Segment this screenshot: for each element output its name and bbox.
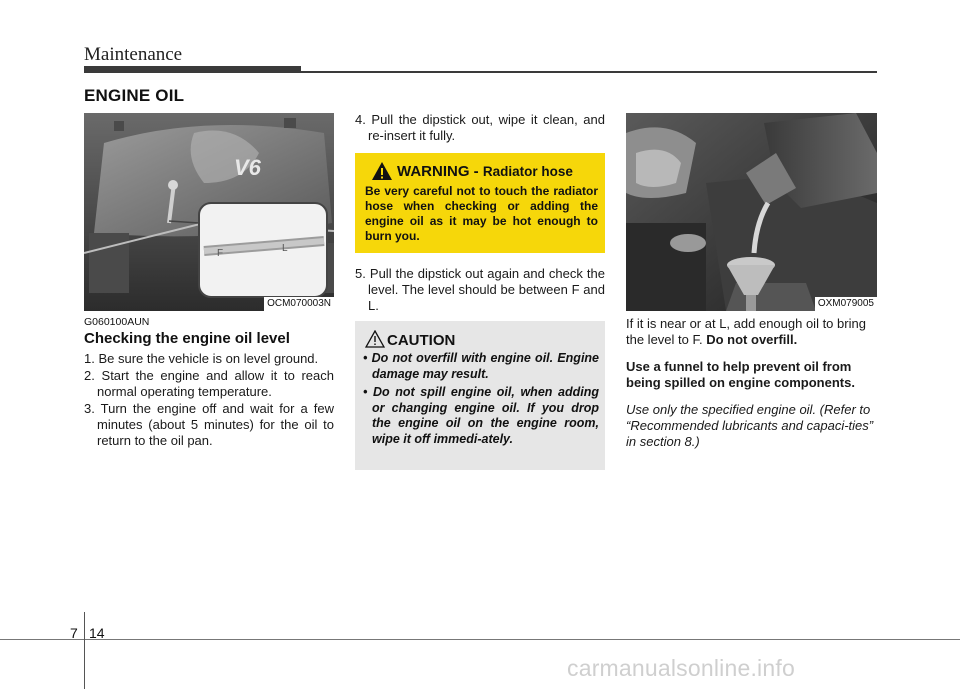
- step-2: 2. Start the engine and allow it to reach normal operating temperature.: [84, 368, 334, 399]
- svg-text:F: F: [217, 248, 224, 259]
- overfill-warning: Do not overfill.: [706, 332, 798, 347]
- figure-caption-code: OCM070003N: [264, 297, 334, 311]
- funnel-paragraph: Use a funnel to help prevent oil from being spilled on engine components.: [626, 359, 855, 390]
- step-4: 4. Pull the dipstick out, wipe it clean, and re-insert it fully.: [355, 112, 605, 143]
- warning-icon: [371, 161, 393, 181]
- header-rule: [301, 71, 877, 73]
- warning-text: Be very careful not to touch the radiator hose when checking or adding the engine oil as it may be hot enough to burn you.: [365, 184, 598, 243]
- caution-item-text: Do not spill engine oil, when adding or changing engine oil. If you drop the engine oil on the engine room, wipe it off immedi-ately.: [372, 385, 599, 446]
- chapter-number: 7: [70, 625, 78, 641]
- add-oil-paragraph: [626, 316, 877, 348]
- svg-text:V6: V6: [234, 155, 261, 180]
- caution-icon: [365, 330, 385, 348]
- caution-title: CAUTION: [387, 332, 456, 349]
- step-5: 5. Pull the dipstick out again and check the level. The level should be between F and L.: [355, 266, 605, 313]
- page-number: 14: [89, 625, 105, 641]
- step-1: 1. Be sure the vehicle is on level ground.: [84, 351, 319, 366]
- svg-text:L: L: [282, 243, 288, 254]
- footer-rule: [0, 639, 960, 640]
- warning-label: WARNING -: [397, 163, 479, 180]
- caution-list: [363, 351, 599, 450]
- running-header: Maintenance: [84, 44, 183, 65]
- warning-title: [397, 163, 573, 180]
- section-code: G060100AUN: [84, 316, 150, 328]
- engine-dipstick-photo: [84, 113, 334, 311]
- specified-oil-note: Use only the specified engine oil. (Refer to “Recommended lubricants and capaci-ties” in section 8.): [626, 402, 874, 449]
- subheading: Checking the engine oil level: [84, 330, 290, 347]
- header-rule-thick: [84, 66, 301, 73]
- watermark: carmanualsonline.info: [567, 655, 795, 681]
- footer-divider: [84, 612, 85, 689]
- warning-subject: Radiator hose: [482, 164, 573, 179]
- steps-list: [84, 351, 334, 450]
- add-oil-text: If it is near or at L, add enough oil to bring the level to F.: [626, 316, 866, 347]
- oil-funnel-photo: [626, 113, 877, 311]
- right-text-block: [626, 316, 877, 450]
- caution-box: [355, 321, 605, 470]
- step-3: 3. Turn the engine off and wait for a few minutes (about 5 minutes) for the oil to return to the oil pan.: [84, 401, 334, 448]
- warning-box: [355, 153, 605, 253]
- section-title: ENGINE OIL: [84, 86, 185, 105]
- caution-item: • Do not spill engine oil, when adding or changing engine oil. If you drop the engine oil on the engine room, wipe it off immedi-ately.: [363, 385, 599, 446]
- caution-item: • Do not overfill with engine oil. Engine damage may result.: [363, 351, 600, 381]
- caution-item-text: Do not overfill with engine oil. Engine damage may result.: [371, 351, 600, 381]
- step-5-block: [355, 266, 605, 315]
- figure-caption-code: OXM079005: [815, 297, 877, 311]
- step-4-block: [355, 112, 605, 145]
